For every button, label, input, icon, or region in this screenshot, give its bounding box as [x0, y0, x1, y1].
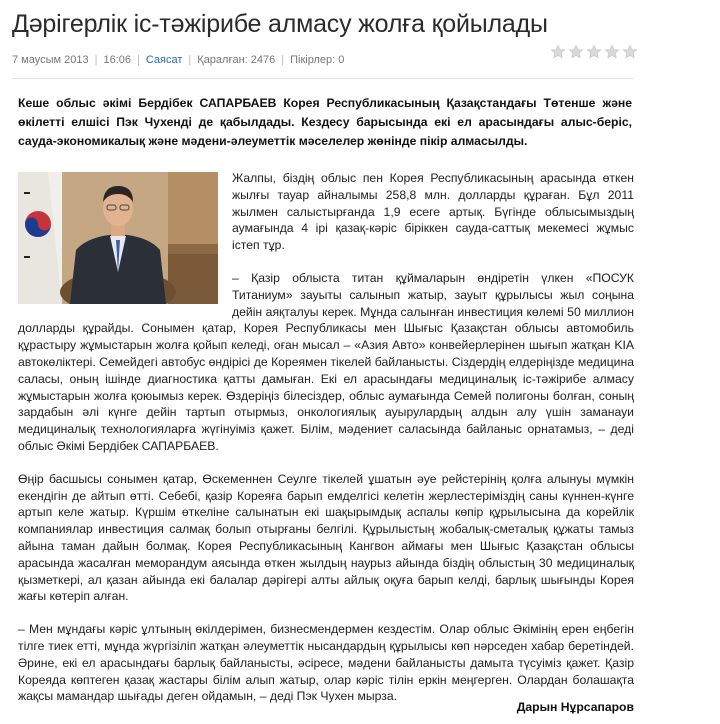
star-icon[interactable] — [586, 44, 602, 60]
category-link[interactable]: Саясат — [145, 54, 183, 66]
article-photo — [18, 172, 218, 304]
article-author: Дарын Нұрсапаров — [516, 700, 634, 714]
title-divider — [12, 78, 634, 79]
article-paragraph: Өңір басшысы сонымен қатар, Өскеменнен Сеулге тікелей ұшатын әуе рейстерінің қолға алынуы мүмкін екендігін де айтып өтті. Себебі, қазір Кореяға барып емделгісі келетін жерлестеріміздің саны күннен-күнге артып келе жатыр. Күршім өткеліне салынатын екі шақырымдық аспалы көпір құрылысына да корейлік компаниялар инвестиция салмақ болып отырғаны белгілі. Құрылыстың жобалық-сметалық құжаты тамыз айына таман дайын болмақ. Корея Республикасының Кангвон аймағы мен Шығыс Қазақстан облысы арасында жасалған меморандум аясында өткен жылдың наурыз айында біздің облыстың 30 медициналық қызметкері, ал қазан айында екі балалар дәрігері алты айлық оқуға барып келді, барлық шығынды Корея жағы көтеріп алған. — [18, 471, 634, 604]
article-title: Дәрігерлік іс-тәжірибе алмасу жолға қойылады — [12, 10, 548, 38]
article-body — [18, 170, 634, 721]
star-icon[interactable] — [604, 44, 620, 60]
article-paragraph: – Қазір облыста титан құймаларын өндіретін үлкен «ПОСУК Титаниум» зауыты салынып жатыр, зауыт құрылысы жыл соңына дейін аяқталуы керек. Мұнда салынған инвестиция көлемі 50 миллион долларды құрайды. Сонымен қатар, Корея Республикасы мен Шығыс Қазақстан облысы автомобиль құрастыру жұмыстарын жолға қойып келеді, оған мысал – «Азия Авто» конвейерлерінен шығып жатқан KIA автокөліктері. Семейдегі автобус өндірісі де Кореямен тікелей байланысты. Сіздердің елдеріңізде медицина саласы, оның ішінде диагностика қатты дамыған. Екі ел арасындағы медициналық іс-тәжірибе алмасу жұмыстарын жолға қоюымыз керек. Өздеріңіз білесіздер, облыс аумағында Семей полигоны болған, соның зардабын әлі күнге дейін тартып отырмыз, онкологиялық ауырулардың алдын алу үшін заманауи медициналық технологияларға жүгінуіміз қажет. Білім, мәдениет саласында байланыс орнатамыз, – деді облыс Әкімі Бердібек САПАРБАЕВ. — [18, 270, 634, 453]
view-count: Қаралған: 2476 — [197, 54, 276, 66]
rating-stars — [550, 44, 638, 60]
meta-divider: | — [137, 54, 140, 66]
article-meta — [12, 54, 344, 66]
article-paragraph: – Мен мұндағы кәріс ұлтының өкілдерімен, бизнесмендермен кездестім. Олар облыс Әкімінің ерен еңбегін тілге тиек етті, мұнда жүргізіліп жатқан әлеуметтік нысандардың құрылысы көп нәрседен хабар беретіндей. Әрине, екі ел арасындағы барлық байланысты, әсіресе, мәдени байланысты дамыта түсуіміз қажет. Қазір Кореяда көптеген қазақ жастары білім алып жатыр, олар кәріс тілін еркін меңгерген. Олардан болашақта жақсы мамандар шығады деген ойдамын, – деді Пэк Чухен мырза. — [18, 622, 634, 704]
star-icon[interactable] — [568, 44, 584, 60]
publish-date: 7 маусым 2013 — [12, 54, 89, 66]
publish-time: 16:06 — [103, 54, 131, 66]
star-icon[interactable] — [622, 44, 638, 60]
article-paragraph: Жалпы, біздің облыс пен Корея Республикасының арасында өткен жылғы тауар айналымы 258,8 млн. долларды құраған. Бұл 2011 жылмен салыстырғанда 1,9 есеге артық. Бүгінде облысымыздың аумағында 4 ірі қазақ-кәріс біріккен сауда-саттық мекемесі жұмыс істеп тұр. — [232, 171, 634, 253]
star-icon[interactable] — [550, 44, 566, 60]
official-portrait-image — [18, 172, 218, 304]
meta-divider: | — [188, 54, 192, 66]
meta-divider: | — [281, 54, 285, 66]
meta-divider: | — [94, 54, 98, 66]
article-lead: Кеше облыс әкімі Бердібек САПАРБАЕВ Корея Республикасының Қазақстандағы Төтенше және өкілетті елшісі Пэк Чухенді де қабылдады. Кездесу барысында екі ел арасындағы алыс-беріс, сауда-экономикалық және мәдени-әлеуметтік мәселелер жөнінде пікір алмасылды. — [18, 96, 632, 148]
comment-count: Пікірлер: 0 — [290, 54, 345, 66]
